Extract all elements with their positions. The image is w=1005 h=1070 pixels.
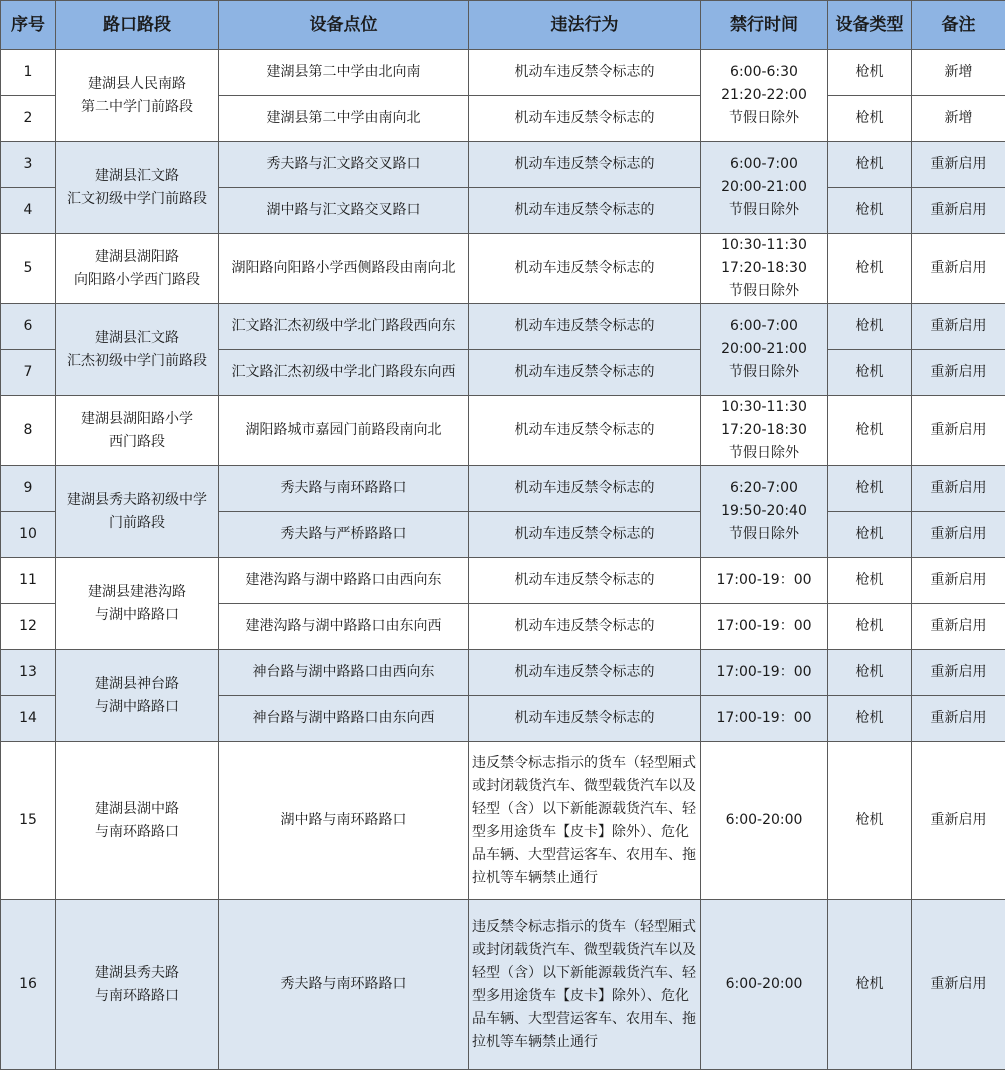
cell-seq: 16 [1, 900, 56, 1070]
cell-location: 建港沟路与湖中路路口由东向西 [219, 604, 469, 650]
cell-behavior: 机动车违反禁令标志的 [469, 350, 701, 396]
cell-segment: 建湖县湖阳路小学 西门路段 [56, 396, 219, 466]
cell-seq: 1 [1, 50, 56, 96]
cell-seq: 3 [1, 142, 56, 188]
cell-behavior: 机动车违反禁令标志的 [469, 512, 701, 558]
cell-segment: 建湖县建港沟路 与湖中路路口 [56, 558, 219, 650]
cell-location: 秀夫路与汇文路交叉路口 [219, 142, 469, 188]
cell-type: 枪机 [828, 558, 912, 604]
cell-location: 建湖县第二中学由北向南 [219, 50, 469, 96]
cell-note: 重新启用 [912, 350, 1005, 396]
cell-behavior: 机动车违反禁令标志的 [469, 696, 701, 742]
cell-location: 神台路与湖中路路口由东向西 [219, 696, 469, 742]
cell-time: 6:20-7:00 19:50-20:40 节假日除外 [701, 466, 828, 558]
cell-time: 17:00-19：00 [701, 604, 828, 650]
cell-behavior: 机动车违反禁令标志的 [469, 188, 701, 234]
cell-note: 重新启用 [912, 512, 1005, 558]
table-row [1, 396, 1005, 466]
cell-segment: 建湖县神台路 与湖中路路口 [56, 650, 219, 742]
cell-time: 17:00-19：00 [701, 650, 828, 696]
cell-behavior: 机动车违反禁令标志的 [469, 650, 701, 696]
cell-seq: 5 [1, 234, 56, 304]
cell-note: 重新启用 [912, 900, 1005, 1070]
header-type: 设备类型 [828, 1, 912, 50]
cell-type: 枪机 [828, 304, 912, 350]
cell-type: 枪机 [828, 396, 912, 466]
cell-behavior: 机动车违反禁令标志的 [469, 50, 701, 96]
cell-location: 秀夫路与南环路路口 [219, 900, 469, 1070]
cell-seq: 15 [1, 742, 56, 900]
cell-type: 枪机 [828, 604, 912, 650]
cell-time: 17:00-19：00 [701, 558, 828, 604]
cell-type: 枪机 [828, 234, 912, 304]
cell-behavior: 机动车违反禁令标志的 [469, 304, 701, 350]
cell-behavior: 机动车违反禁令标志的 [469, 466, 701, 512]
header-behavior: 违法行为 [469, 1, 701, 50]
header-seq: 序号 [1, 1, 56, 50]
table-row [1, 234, 1005, 304]
table-row [1, 558, 1005, 604]
cell-note: 重新启用 [912, 466, 1005, 512]
cell-time: 10:30-11:30 17:20-18:30 节假日除外 [701, 396, 828, 466]
cell-segment: 建湖县汇文路 汇杰初级中学门前路段 [56, 304, 219, 396]
cell-note: 新增 [912, 96, 1005, 142]
cell-behavior: 机动车违反禁令标志的 [469, 142, 701, 188]
cell-time: 17:00-19：00 [701, 696, 828, 742]
cell-location: 湖中路与南环路路口 [219, 742, 469, 900]
cell-seq: 14 [1, 696, 56, 742]
cell-behavior: 机动车违反禁令标志的 [469, 396, 701, 466]
cell-behavior: 机动车违反禁令标志的 [469, 96, 701, 142]
cell-type: 枪机 [828, 96, 912, 142]
cell-note: 重新启用 [912, 604, 1005, 650]
cell-seq: 4 [1, 188, 56, 234]
cell-behavior: 机动车违反禁令标志的 [469, 604, 701, 650]
cell-time: 6:00-7:00 20:00-21:00 节假日除外 [701, 142, 828, 234]
table-row [1, 742, 1005, 900]
cell-location: 湖阳路向阳路小学西侧路段由南向北 [219, 234, 469, 304]
cell-type: 枪机 [828, 900, 912, 1070]
table-row [1, 304, 1005, 350]
cell-location: 建港沟路与湖中路路口由西向东 [219, 558, 469, 604]
table-row [1, 142, 1005, 188]
cell-location: 秀夫路与南环路路口 [219, 466, 469, 512]
cell-seq: 9 [1, 466, 56, 512]
cell-location: 神台路与湖中路路口由西向东 [219, 650, 469, 696]
cell-note: 新增 [912, 50, 1005, 96]
table-row [1, 50, 1005, 96]
cell-type: 枪机 [828, 188, 912, 234]
cell-note: 重新启用 [912, 142, 1005, 188]
cell-type: 枪机 [828, 50, 912, 96]
cell-type: 枪机 [828, 742, 912, 900]
cell-segment: 建湖县湖阳路 向阳路小学西门路段 [56, 234, 219, 304]
cell-behavior: 机动车违反禁令标志的 [469, 558, 701, 604]
cell-behavior: 违反禁令标志指示的货车（轻型厢式或封闭载货汽车、微型载货汽车以及轻型（含）以下新能源载货汽车、轻型多用途货车【皮卡】除外）、危化品车辆、大型营运客车、农用车、拖拉机等车辆禁止通行 [469, 900, 701, 1070]
cell-note: 重新启用 [912, 188, 1005, 234]
cell-seq: 6 [1, 304, 56, 350]
cell-seq: 11 [1, 558, 56, 604]
cell-time: 6:00-20:00 [701, 742, 828, 900]
cell-note: 重新启用 [912, 558, 1005, 604]
cell-time: 6:00-7:00 20:00-21:00 节假日除外 [701, 304, 828, 396]
table-row [1, 650, 1005, 696]
cell-behavior: 违反禁令标志指示的货车（轻型厢式或封闭载货汽车、微型载货汽车以及轻型（含）以下新能源载货汽车、轻型多用途货车【皮卡】除外）、危化品车辆、大型营运客车、农用车、拖拉机等车辆禁止通行 [469, 742, 701, 900]
cell-location: 建湖县第二中学由南向北 [219, 96, 469, 142]
cell-seq: 13 [1, 650, 56, 696]
cell-type: 枪机 [828, 466, 912, 512]
cell-location: 汇文路汇杰初级中学北门路段西向东 [219, 304, 469, 350]
table-row [1, 466, 1005, 512]
cell-location: 湖阳路城市嘉园门前路段南向北 [219, 396, 469, 466]
cell-note: 重新启用 [912, 696, 1005, 742]
cell-seq: 7 [1, 350, 56, 396]
cell-note: 重新启用 [912, 304, 1005, 350]
cell-location: 汇文路汇杰初级中学北门路段东向西 [219, 350, 469, 396]
cell-time: 10:30-11:30 17:20-18:30 节假日除外 [701, 234, 828, 304]
header-note: 备注 [912, 1, 1005, 50]
cell-type: 枪机 [828, 512, 912, 558]
cell-segment: 建湖县汇文路 汇文初级中学门前路段 [56, 142, 219, 234]
cell-seq: 2 [1, 96, 56, 142]
cell-location: 湖中路与汇文路交叉路口 [219, 188, 469, 234]
cell-note: 重新启用 [912, 396, 1005, 466]
cell-seq: 8 [1, 396, 56, 466]
header-row [1, 1, 1005, 50]
cell-type: 枪机 [828, 142, 912, 188]
cell-segment: 建湖县人民南路 第二中学门前路段 [56, 50, 219, 142]
cell-seq: 10 [1, 512, 56, 558]
cell-type: 枪机 [828, 696, 912, 742]
cell-segment: 建湖县湖中路 与南环路路口 [56, 742, 219, 900]
header-location: 设备点位 [219, 1, 469, 50]
cell-note: 重新启用 [912, 234, 1005, 304]
cell-note: 重新启用 [912, 650, 1005, 696]
cell-behavior: 机动车违反禁令标志的 [469, 234, 701, 304]
cell-time: 6:00-6:30 21:20-22:00 节假日除外 [701, 50, 828, 142]
header-time: 禁行时间 [701, 1, 828, 50]
cell-segment: 建湖县秀夫路 与南环路路口 [56, 900, 219, 1070]
cell-type: 枪机 [828, 650, 912, 696]
cell-segment: 建湖县秀夫路初级中学 门前路段 [56, 466, 219, 558]
cell-location: 秀夫路与严桥路路口 [219, 512, 469, 558]
table-row [1, 900, 1005, 1070]
cell-time: 6:00-20:00 [701, 900, 828, 1070]
header-segment: 路口路段 [56, 1, 219, 50]
cell-type: 枪机 [828, 350, 912, 396]
cell-note: 重新启用 [912, 742, 1005, 900]
cell-seq: 12 [1, 604, 56, 650]
